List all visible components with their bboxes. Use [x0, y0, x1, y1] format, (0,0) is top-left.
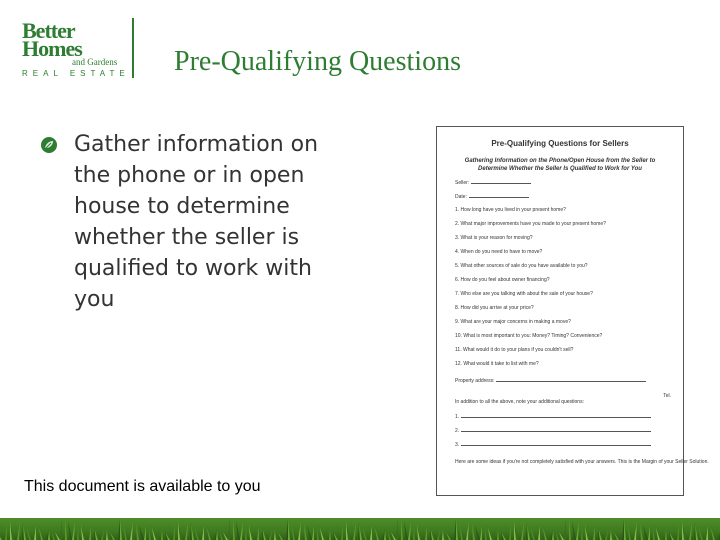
logo-line-better: Better — [22, 18, 75, 43]
page-title: Pre-Qualifying Questions — [174, 46, 461, 77]
document-line: 3. What is your reason for moving? — [455, 235, 533, 241]
bullet-text: Gather information on the phone or in open house to determine whether the seller is qualified to work with you — [74, 132, 319, 312]
document-line: In addition to all the above, note your additional questions: — [455, 399, 584, 405]
document-line: 4. When do you need to have to move? — [455, 249, 543, 255]
logo-line-real-estate: REAL ESTATE — [22, 69, 130, 78]
document-line: Here are some ideas if you're not completely satisfied with your answers. This is the Margin of your Seller Solution. — [455, 459, 709, 465]
document-line: 10. What is most important to you: Money? Timing? Convenience? — [455, 333, 603, 339]
document-line: 3. — [455, 441, 669, 448]
document-line: Date: — [455, 193, 669, 200]
document-line: 1. How long have you lived in your present home? — [455, 207, 566, 213]
document-line: 12. What would it take to list with me? — [455, 361, 539, 367]
document-line: 7. Who else are you talking with about the sale of your house? — [455, 291, 593, 297]
leaf-bullet-icon — [40, 136, 58, 154]
document-line: 1. — [455, 413, 669, 420]
document-line: Property address: — [455, 377, 669, 384]
footer-note: This document is available to you — [24, 478, 261, 495]
document-line: 9. What are your major concerns in making a move? — [455, 319, 571, 325]
logo-divider — [132, 18, 134, 78]
document-line: 2. — [455, 427, 669, 434]
document-line: 5. What other sources of sale do you have available to you? — [455, 263, 588, 269]
document-line: Tel. — [663, 393, 671, 399]
document-line: Seller: — [455, 179, 669, 186]
logo-line-gardens: and Gardens — [72, 57, 118, 67]
logo-line-homes: Homes — [22, 36, 82, 61]
document-line: 6. How do you feel about owner financing? — [455, 277, 550, 283]
document-title: Pre-Qualifying Questions for Sellers — [491, 139, 629, 148]
document-line: 11. What would it do to your plans if you couldn't sell? — [455, 347, 574, 353]
brand-logo — [20, 20, 132, 82]
document-line: 8. How did you arrive at your price? — [455, 305, 534, 311]
grass-footer-band — [0, 518, 720, 540]
document-thumbnail — [436, 126, 709, 496]
document-subtitle: Gathering Information on the Phone/Open House from the Seller to Determine Whether the Seller Is Qualified to Work for You — [464, 158, 656, 172]
document-line: 2. What major improvements have you made to your present home? — [455, 221, 606, 227]
